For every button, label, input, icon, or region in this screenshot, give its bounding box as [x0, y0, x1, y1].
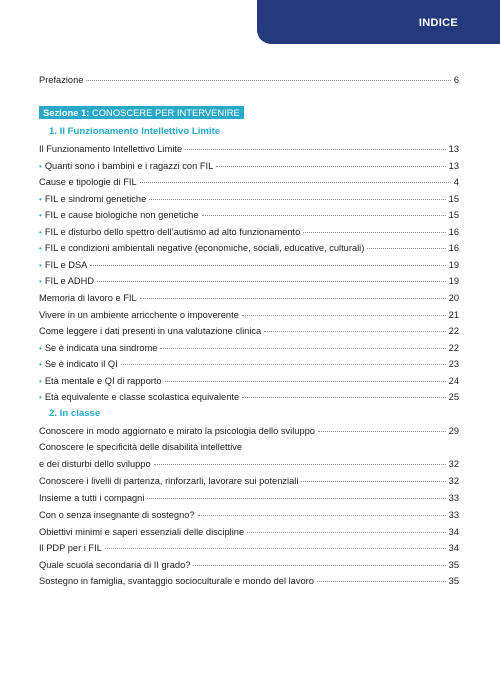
chapter-1-heading: 1. Il Funzionamento Intellettivo Limite: [49, 126, 221, 137]
toc-entry-text: FIL e sindromi genetiche: [44, 193, 147, 204]
toc-entry-title: [39, 343, 157, 353]
toc-entry-page: 15: [448, 193, 459, 204]
toc-entry[interactable]: [39, 243, 459, 253]
bullet-icon: •: [39, 227, 42, 237]
toc-entry[interactable]: [39, 426, 459, 436]
dot-leader: [193, 565, 445, 566]
toc-entry-title: [39, 293, 137, 303]
toc-entry-text: Conoscere in modo aggiornato e mirato la psicologia dello sviluppo: [39, 426, 315, 436]
toc-entry-text: e dei disturbi dello sviluppo: [39, 459, 151, 469]
dot-leader: [216, 166, 445, 167]
dot-leader: [242, 397, 446, 398]
toc-entry[interactable]: [39, 343, 459, 353]
toc-entry-title: [39, 543, 102, 553]
toc-entry-first-line: Conoscere le specificità delle disabilità intellettive: [39, 442, 243, 452]
bullet-icon: •: [39, 161, 42, 171]
toc-entry[interactable]: [39, 260, 459, 270]
bullet-icon: •: [39, 343, 42, 353]
toc-entry-preface[interactable]: [39, 75, 459, 85]
toc-entry-title: Prefazione: [39, 75, 84, 85]
toc-entry-page: 35: [448, 576, 459, 586]
toc-entry-text: Il Funzionamento Intellettivo Limite: [39, 144, 183, 154]
toc-entry-text: FIL e disturbo dello spettro dell’autismo ad alto funzionamento: [44, 226, 301, 237]
bullet-icon: •: [39, 260, 42, 270]
toc-entry-page: 35: [448, 560, 459, 570]
toc-entry-page: 4: [453, 177, 459, 188]
dot-leader: [318, 431, 446, 432]
dot-leader: [198, 515, 446, 516]
toc-entry-title: [39, 476, 298, 486]
dot-leader: [301, 481, 445, 482]
toc-entry-title: [39, 326, 261, 336]
toc-entry-page: 16: [448, 226, 459, 237]
toc-entry-page: 33: [448, 493, 459, 503]
toc-entry[interactable]: [39, 576, 459, 586]
dot-leader: [154, 464, 446, 465]
toc-entry-text: Quale scuola secondaria di II grado?: [39, 560, 191, 570]
toc-entry-page: 33: [448, 510, 459, 520]
toc-entry-title: [39, 510, 195, 520]
toc-entry-text: Obiettivi minimi e saperi essenziali delle discipline: [39, 527, 245, 537]
bullet-icon: •: [39, 393, 42, 403]
toc-entry-text: Con o senza insegnante di sostegno?: [39, 510, 195, 520]
toc-entry[interactable]: [39, 560, 459, 570]
dot-leader: [165, 381, 446, 382]
toc-entry-text: FIL e DSA: [44, 259, 88, 270]
bullet-icon: •: [39, 211, 42, 221]
toc-entry-title: [39, 227, 300, 237]
toc-entry-page: 25: [448, 392, 459, 403]
toc-entry[interactable]: [39, 359, 459, 369]
dot-leader: [97, 281, 446, 282]
toc-entry[interactable]: [39, 493, 459, 503]
toc-entry[interactable]: [39, 293, 459, 303]
toc-entry-text: Memoria di lavoro e FIL: [39, 292, 137, 303]
toc-entry[interactable]: [39, 144, 459, 154]
toc-entry[interactable]: [39, 459, 459, 469]
bullet-icon: •: [39, 277, 42, 287]
toc-entry[interactable]: [39, 527, 459, 537]
dot-leader: [247, 532, 446, 533]
toc-entry-page: 24: [448, 375, 459, 386]
toc-entry-title: [39, 210, 199, 220]
toc-entry[interactable]: [39, 276, 459, 286]
toc-entry[interactable]: [39, 161, 459, 171]
toc-entry-text: Insieme a tutti i compagni: [39, 493, 145, 503]
toc-entry[interactable]: [39, 310, 459, 320]
toc-entry-title: [39, 243, 364, 253]
toc-entry-page: 32: [448, 459, 459, 469]
toc-entry[interactable]: [39, 392, 459, 402]
toc-entry[interactable]: [39, 227, 459, 237]
toc-entry-title: [39, 376, 162, 386]
toc-entry-title: [39, 359, 118, 369]
toc-entry-page: 21: [448, 309, 459, 320]
toc-entry[interactable]: [39, 510, 459, 520]
toc-entry-title: [39, 459, 151, 469]
toc-entry-page: 13: [448, 144, 459, 154]
dot-leader: [303, 232, 445, 233]
dot-leader: [121, 364, 446, 365]
toc-entry-title: [39, 576, 314, 586]
toc-entry-title: [39, 276, 94, 286]
toc-entry-text: FIL e ADHD: [44, 276, 95, 287]
toc-entry-text: Età equivalente e classe scolastica equivalente: [44, 392, 240, 403]
toc-entry[interactable]: [39, 376, 459, 386]
toc-entry-text: Il PDP per i FIL: [39, 543, 102, 553]
header-tab: [257, 0, 500, 44]
toc-entry-text: Età mentale e QI di rapporto: [44, 375, 162, 386]
toc-entry-page: 19: [448, 276, 459, 287]
toc-entry[interactable]: [39, 543, 459, 553]
toc-entry-page: 23: [448, 359, 459, 370]
dot-leader: [185, 149, 446, 150]
toc-entry-text: FIL e condizioni ambientali negative (economiche, sociali, educative, culturali): [44, 243, 365, 254]
toc-entry[interactable]: [39, 476, 459, 486]
dot-leader: [140, 182, 451, 183]
toc-entry-page: 34: [448, 543, 459, 553]
toc-entry-page: 29: [448, 426, 459, 436]
dot-leader: [317, 581, 446, 582]
toc-entry-title: [39, 493, 144, 503]
toc-entry-title: [39, 144, 182, 154]
section-1-label: Sezione 1:: [43, 107, 90, 118]
toc-entry-page: 32: [448, 476, 459, 486]
toc-entry-text: Conoscere i livelli di partenza, rinforzarli, lavorare sui potenziali: [39, 476, 299, 486]
bullet-icon: •: [39, 376, 42, 386]
dot-leader: [86, 80, 450, 81]
dot-leader: [202, 215, 446, 216]
toc-entry-text: FIL e cause biologiche non genetiche: [44, 210, 199, 221]
toc-entry-page: 13: [448, 160, 459, 171]
toc-entry-page: 22: [448, 342, 459, 353]
toc-entry-title: [39, 194, 146, 204]
toc-entry-page: 15: [448, 210, 459, 221]
toc-entry-page: 16: [448, 243, 459, 254]
toc-entry-page: 6: [453, 75, 459, 85]
section-1-title: CONOSCERE PER INTERVENIRE: [89, 107, 240, 118]
toc-entry-title: [39, 392, 239, 402]
toc-entry-text: Come leggere i dati presenti in una valutazione clinica: [39, 326, 262, 337]
chapter-2-heading: 2. In classe: [49, 408, 101, 419]
toc-entry-page: 22: [448, 326, 459, 337]
toc-entry[interactable]: [39, 177, 459, 187]
toc-entry-text: Se è indicata una sindrome: [44, 342, 158, 353]
toc-entry-text: Vivere in un ambiente arricchente o impoverente: [39, 309, 239, 320]
toc-entry-text: Se è indicato il QI: [44, 359, 118, 370]
dot-leader: [90, 265, 445, 266]
dot-leader: [140, 298, 446, 299]
toc-entry[interactable]: [39, 194, 459, 204]
bullet-icon: •: [39, 194, 42, 204]
dot-leader: [264, 331, 445, 332]
toc-entry-text: Quanti sono i bambini e i ragazzi con FIL: [44, 160, 214, 171]
dot-leader: [147, 498, 445, 499]
toc-entry[interactable]: [39, 326, 459, 336]
toc-entry-text: Sostegno in famiglia, svantaggio socioculturale e mondo del lavoro: [39, 576, 314, 586]
dot-leader: [242, 315, 446, 316]
index-label: INDICE: [418, 17, 458, 29]
toc-entry-page: 19: [448, 259, 459, 270]
toc-entry-title: [39, 177, 137, 187]
dot-leader: [160, 348, 445, 349]
bullet-icon: •: [39, 244, 42, 254]
dot-leader: [149, 199, 445, 200]
bullet-icon: •: [39, 360, 42, 370]
toc-entry-title: [39, 527, 244, 537]
toc-entry-title: [39, 560, 190, 570]
section-1-heading: [39, 106, 244, 119]
toc-entry-title: [39, 260, 87, 270]
toc-entry-title: [39, 426, 315, 436]
dot-leader: [367, 248, 445, 249]
dot-leader: [105, 548, 446, 549]
toc-entry-title: [39, 310, 239, 320]
toc-entry-title: [39, 161, 213, 171]
toc-entry-page: 20: [448, 292, 459, 303]
toc-entry[interactable]: [39, 210, 459, 220]
toc-entry-text: Cause e tipologie di FIL: [39, 177, 137, 188]
toc-entry-page: 34: [448, 527, 459, 537]
